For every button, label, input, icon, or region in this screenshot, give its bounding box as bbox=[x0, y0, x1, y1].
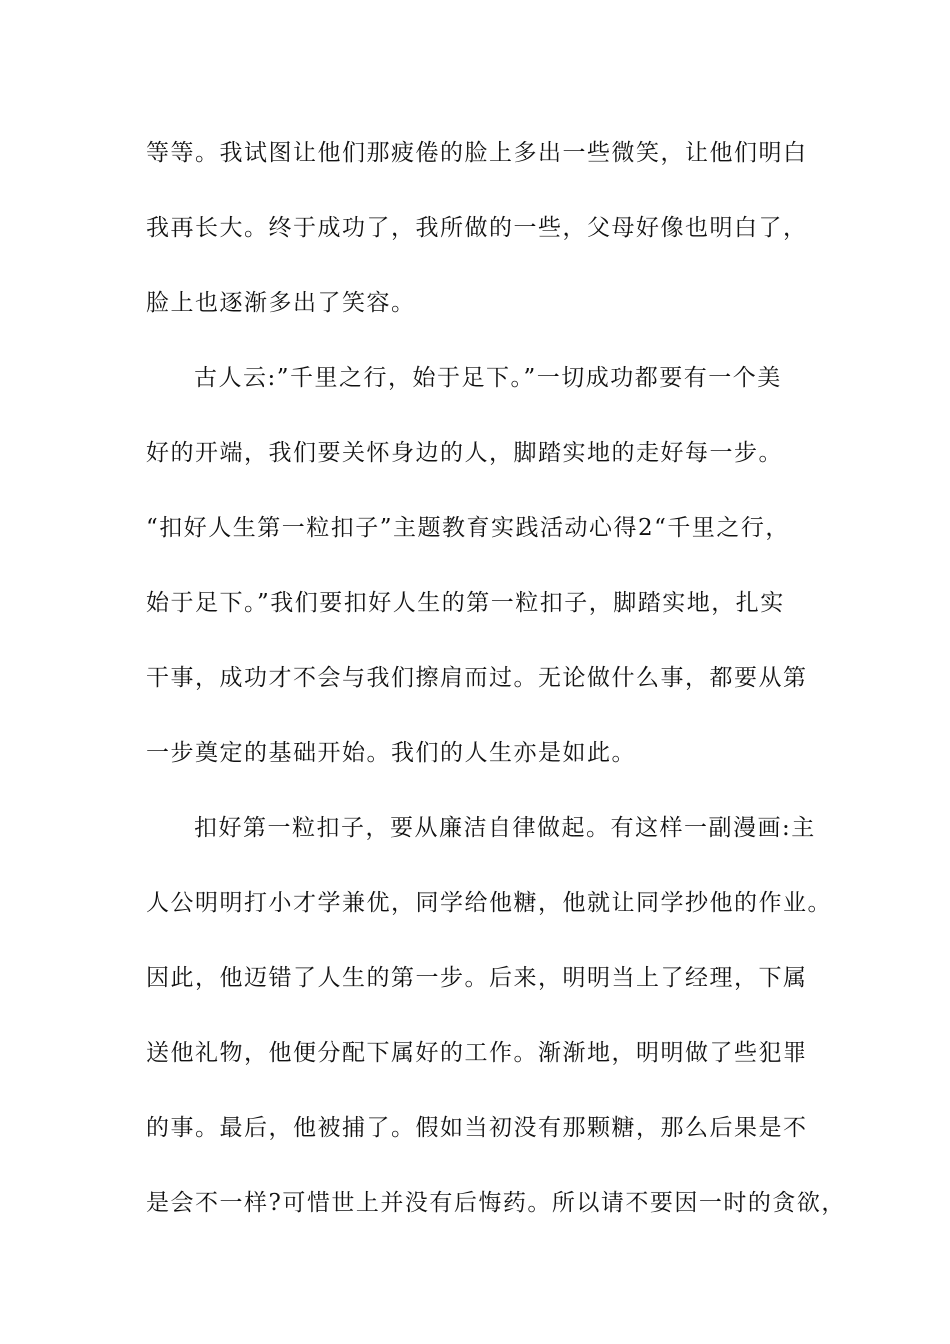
text-line: 我再长大。终于成功了，我所做的一些，父母好像也明白了， bbox=[146, 215, 808, 241]
text-line: 古人云:”千里之行，始于足下。”一切成功都要有一个美 bbox=[194, 365, 782, 391]
body-text bbox=[146, 124, 846, 1249]
text-line: 等等。我试图让他们那疲倦的脸上多出一些微笑，让他们明白 bbox=[146, 140, 808, 166]
text-line: 的事。最后，他被捕了。假如当初没有那颗糖，那么后果是不 bbox=[146, 1115, 808, 1141]
text-line: 人公明明打小才学兼优，同学给他糖，他就让同学抄他的作业。 bbox=[146, 890, 832, 916]
text-line: 脸上也逐渐多出了笑容。 bbox=[146, 290, 416, 316]
text-line: 始于足下。”我们要扣好人生的第一粒扣子，脚踏实地，扎实 bbox=[146, 590, 785, 616]
text-line: 干事，成功才不会与我们擦肩而过。无论做什么事，都要从第 bbox=[146, 665, 808, 691]
text-line: 是会不一样?可惜世上并没有后悔药。所以请不要因一时的贪欲， bbox=[146, 1190, 846, 1216]
text-line: 送他礼物，他便分配下属好的工作。渐渐地，明明做了些犯罪 bbox=[146, 1040, 808, 1066]
text-line: 一步奠定的基础开始。我们的人生亦是如此。 bbox=[146, 740, 636, 766]
text-line: 好的开端，我们要关怀身边的人，脚踏实地的走好每一步。 bbox=[146, 440, 783, 466]
text-line: 扣好第一粒扣子，要从廉洁自律做起。有这样一副漫画:主 bbox=[194, 815, 816, 841]
text-line: 因此，他迈错了人生的第一步。后来，明明当上了经理，下属 bbox=[146, 965, 808, 991]
text-line: “扣好人生第一粒扣子”主题教育实践活动心得2“千里之行， bbox=[146, 515, 790, 541]
